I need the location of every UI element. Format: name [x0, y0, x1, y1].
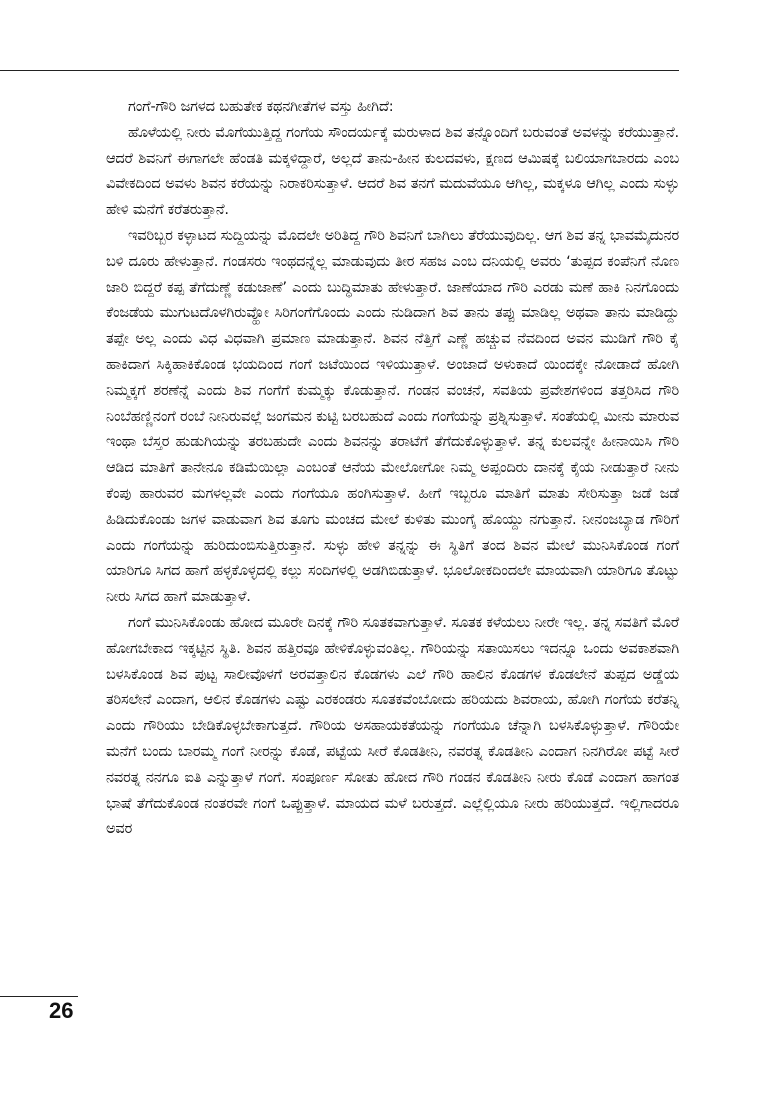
- page-number: 26: [49, 998, 74, 1023]
- footer-rule: [0, 996, 78, 997]
- paragraph-gauri-quarrel: ಇವರಿಬ್ಬರ ಕಳ್ಳಾಟದ ಸುದ್ದಿಯನ್ನು ಮೊದಲೇ ಅರಿತಿದ್ದ ಗೌರಿ ಶಿವನಿಗೆ ಬಾಗಿಲು ತೆರೆಯುವುದಿಲ್ಲ. ಆಗ ಶಿವ ತನ್ನ ಭಾವಮೈದುನರ ಬಳಿ ದೂರು ಹೇಳುತ್ತಾನೆ. ಗಂಡಸರು ಇಂಥದನ್ನೆಲ್ಲ ಮಾಡುವುದು ತೀರ ಸಹಜ ಎಂಬ ದನಿಯಲ್ಲಿ ಅವರು ‘ತುಪ್ಪದ ಕಂಪೆನಿಗೆ ನೊಣ ಜಾರಿ ಬಿದ್ದರೆ ಕಪ್ಪ ತೆಗೆದುಣ್ಣೆ ಕಡುಜಾಣೆ’ ಎಂದು ಬುದ್ಧಿಮಾತು ಹೇಳುತ್ತಾರೆ. ಜಾಣೆಯಾದ ಗೌರಿ ಎರಡು ಮಣೆ ಹಾಕಿ ನಿನಗೊಂದು ಕೆಂಜಡೆಯ ಮುಗುಟದೊಳಗಿರುವ್ಹೋ ಸಿರಿಗಂಗೆಗೊಂದು ಎಂದು ನುಡಿದಾಗ ಶಿವ ತಾನು ತಪ್ಪು ಮಾಡಿಲ್ಲ ಅಥವಾ ತಾನು ಮಾಡಿದ್ದು ತಪ್ಪೇ ಅಲ್ಲ ಎಂದು ವಿಧ ವಿಧವಾಗಿ ಪ್ರಮಾಣ ಮಾಡುತ್ತಾನೆ. ಶಿವನ ನೆತ್ತಿಗೆ ಎಣ್ಣೆ ಹಚ್ಚುವ ನೆವದಿಂದ ಅವನ ಮುಡಿಗೆ ಗೌರಿ ಕೈ ಹಾಕಿದಾಗ ಸಿಕ್ಕಿಹಾಕಿಕೊಂಡ ಭಯದಿಂದ ಗಂಗೆ ಜಟೆಯಿಂದ ಇಳಿಯುತ್ತಾಳೆ. ಅಂಜಾದೆ ಅಳುಕಾದೆ ಯಿಂದಕ್ಕೇ ನೋಡಾದೆ ಹೋಗಿ ನಿಮ್ಮಕ್ಕಗೆ ಶರಣೆನ್ನೆ ಎಂದು ಶಿವ ಗಂಗೆಗೆ ಕುಮ್ಮಕ್ಕು ಕೊಡುತ್ತಾನೆ. ಗಂಡನ ವಂಚನೆ, ಸವತಿಯ ಪ್ರವೇಶಗಳಿಂದ ತತ್ತರಿಸಿದ ಗೌರಿ ನಿಂಬೆಹಣ್ಣಿನಂಗೆ ರಂಬೆ ನೀನಿರುವಲ್ಲೆ ಜಂಗಮನ ಕುಟ್ಟಿ ಬರಬಹುದೆ ಎಂದು ಗಂಗೆಯನ್ನು ಪ್ರಶ್ನಿಸುತ್ತಾಳೆ. ಸಂತೆಯಲ್ಲಿ ಮೀನು ಮಾರುವ ಇಂಥಾ ಬೆಸ್ತರ ಹುಡುಗಿಯನ್ನು ತರಬಹುದೇ ಎಂದು ಶಿವನನ್ನು ತರಾಟೆಗೆ ತೆಗೆದುಕೊಳ್ಳುತ್ತಾಳೆ. ತನ್ನ ಕುಲವನ್ನೇ ಹೀನಾಯಿಸಿ ಗೌರಿ ಆಡಿದ ಮಾತಿಗೆ ತಾನೇನೂ ಕಡಿಮೆಯಿಲ್ಲಾ ಎಂಬಂತೆ ಆನೆಯ ಮೇಲೋಗೋ ನಿಮ್ಮ ಅಪ್ಪಂದಿರು ದಾನಕ್ಕೆ ಕೈಯ ನೀಡುತ್ತಾರೆ ನೀನು ಕೆಂಪು ಹಾರುವರ ಮಗಳಲ್ಲವೇ ಎಂದು ಗಂಗೆಯೂ ಹಂಗಿಸುತ್ತಾಳೆ. ಹೀಗೆ ಇಬ್ಬರೂ ಮಾತಿಗೆ ಮಾತು ಸೇರಿಸುತ್ತಾ ಜಡೆ ಜಡೆ ಹಿಡಿದುಕೊಂಡು ಜಗಳ ವಾಡುವಾಗ ಶಿವ ತೂಗು ಮಂಚದ ಮೇಲೆ ಕುಳಿತು ಮುಂಗೈ ಹೊಯ್ದು ನಗುತ್ತಾನೆ. ನೀನಂಜಬ್ಯಾಡ ಗೌರಿಗೆ ಎಂದು ಗಂಗೆಯನ್ನು ಹುರಿದುಂಬಿಸುತ್ತಿರುತ್ತಾನೆ. ಸುಳ್ಳು ಹೇಳಿ ತನ್ನನ್ನು ಈ ಸ್ಥಿತಿಗೆ ತಂದ ಶಿವನ ಮೇಲೆ ಮುನಿಸಿಕೊಂಡ ಗಂಗೆ ಯಾರಿಗೂ ಸಿಗದ ಹಾಗೆ ಹಳ್ಳಕೊಳ್ಳದಲ್ಲಿ ಕಲ್ಲು ಸಂದಿಗಳಲ್ಲಿ ಅಡಗಿಬಿಡುತ್ತಾಳೆ. ಭೂಲೋಕದಿಂದಲೇ ಮಾಯವಾಗಿ ಯಾರಿಗೂ ತೊಟ್ಟು ನೀರು ಸಿಗದ ಹಾಗೆ ಮಾಡುತ್ತಾಳೆ.: [106, 226, 679, 606]
- header-rule: [0, 70, 679, 71]
- paragraph-ganga-returns: ಗಂಗೆ ಮುನಿಸಿಕೊಂಡು ಹೋದ ಮೂರೇ ದಿನಕ್ಕೆ ಗೌರಿ ಸೂತಕವಾಗುತ್ತಾಳೆ. ಸೂತಕ ಕಳೆಯಲು ನೀರೇ ಇಲ್ಲ. ತನ್ನ ಸವತಿಗೆ ಮೊರೆ ಹೋಗಬೇಕಾದ ಇಕ್ಕಟ್ಟಿನ ಸ್ಥಿತಿ. ಶಿವನ ಹತ್ತಿರವೂ ಹೇಳಿಕೊಳ್ಳುವಂತಿಲ್ಲ. ಗೌರಿಯನ್ನು ಸತಾಯಿಸಲು ಇದನ್ನೂ ಒಂದು ಅವಕಾಶವಾಗಿ ಬಳಸಿಕೊಂಡ ಶಿವ ಪುಟ್ಟ ಸಾಲೀವೊಳಗೆ ಅರವತ್ತಾಲಿನ ಕೊಡಗಳು ಎಲೆ ಗೌರಿ ಹಾಲಿನ ಕೊಡಗಳ ಕೊಡಲೇನೆ ತುಪ್ಪದ ಅಡ್ಡೆಯ ತರಿಸಲೇನೆ ಎಂದಾಗ, ಆಲಿನ ಕೊಡಗಳು ಎಷ್ಟು ಎರಕಂಡರು ಸೂತಕವೆಂಬೋದು ಹರಿಯದು ಶಿವರಾಯ, ಹೋಗಿ ಗಂಗೆಯ ಕರೆತನ್ನಿ ಎಂದು ಗೌರಿಯು ಬೇಡಿಕೊಳ್ಳಬೇಕಾಗುತ್ತದೆ. ಗೌರಿಯ ಅಸಹಾಯಕತೆಯನ್ನು ಗಂಗೆಯೂ ಚೆನ್ನಾಗಿ ಬಳಸಿಕೊಳ್ಳುತ್ತಾಳೆ. ಗೌರಿಯೇ ಮನೆಗೆ ಬಂದು ಬಾರಮ್ಮ ಗಂಗೆ ನೀರನ್ನು ಕೊಡೆ, ಪಟ್ಟೆಯ ಸೀರೆ ಕೊಡತೀನಿ, ನವರತ್ನ ಕೊಡತೀನಿ ಎಂದಾಗ ನಿನಗಿರೋ ಪಟ್ಟೆ ಸೀರೆ ನವರತ್ನ ನನಗೂ ಐತಿ ಎನ್ನುತ್ತಾಳೆ ಗಂಗೆ. ಸಂಪೂರ್ಣ ಸೋತು ಹೋದ ಗೌರಿ ಗಂಡನ ಕೊಡತೀನಿ ನೀರು ಕೊಡೆ ಎಂದಾಗ ಹಾಗಂತ ಭಾಷೆ ತೆಗೆದುಕೊಂಡ ನಂತರವೇ ಗಂಗೆ ಒಪ್ಪುತ್ತಾಳೆ. ಮಾಯದ ಮಳೆ ಬರುತ್ತದೆ. ಎಲ್ಲೆಲ್ಲಿಯೂ ನೀರು ಹರಿಯುತ್ತದೆ. ಇಲ್ಲಿಗಾದರೂ ಅವರ: [106, 613, 679, 838]
- paragraph-intro: ಗಂಗೆ-ಗೌರಿ ಜಗಳದ ಬಹುತೇಕ ಕಥನಗೀತೆಗಳ ವಸ್ತು ಹೀಗಿದೆ:: [128, 98, 394, 115]
- paragraph-shiva-meets-ganga: ಹೊಳೆಯಲ್ಲಿ ನೀರು ಮೊಗೆಯುತ್ತಿದ್ದ ಗಂಗೆಯ ಸೌಂದರ್ಯಕ್ಕೆ ಮರುಳಾದ ಶಿವ ತನ್ನೊಂದಿಗೆ ಬರುವಂತೆ ಅವಳನ್ನು ಕರೆಯುತ್ತಾನೆ. ಆದರೆ ಶಿವನಿಗೆ ಈಗಾಗಲೇ ಹೆಂಡತಿ ಮಕ್ಕಳಿದ್ದಾರೆ, ಅಲ್ಲದೆ ತಾನು-ಹೀನ ಕುಲದವಳು, ಕ್ಷಣದ ಆಮಿಷಕ್ಕೆ ಬಲಿಯಾಗಬಾರದು ಎಂಬ ವಿವೇಕದಿಂದ ಅವಳು ಶಿವನ ಕರೆಯನ್ನು ನಿರಾಕರಿಸುತ್ತಾಳೆ. ಆದರೆ ಶಿವ ತನಗೆ ಮದುವೆಯೂ ಆಗಿಲ್ಲ, ಮಕ್ಕಳೂ ಆಗಿಲ್ಲ ಎಂದು ಸುಳ್ಳು ಹೇಳಿ ಮನೆಗೆ ಕರೆತರುತ್ತಾನೆ.: [106, 123, 679, 219]
- page-body: [106, 94, 679, 842]
